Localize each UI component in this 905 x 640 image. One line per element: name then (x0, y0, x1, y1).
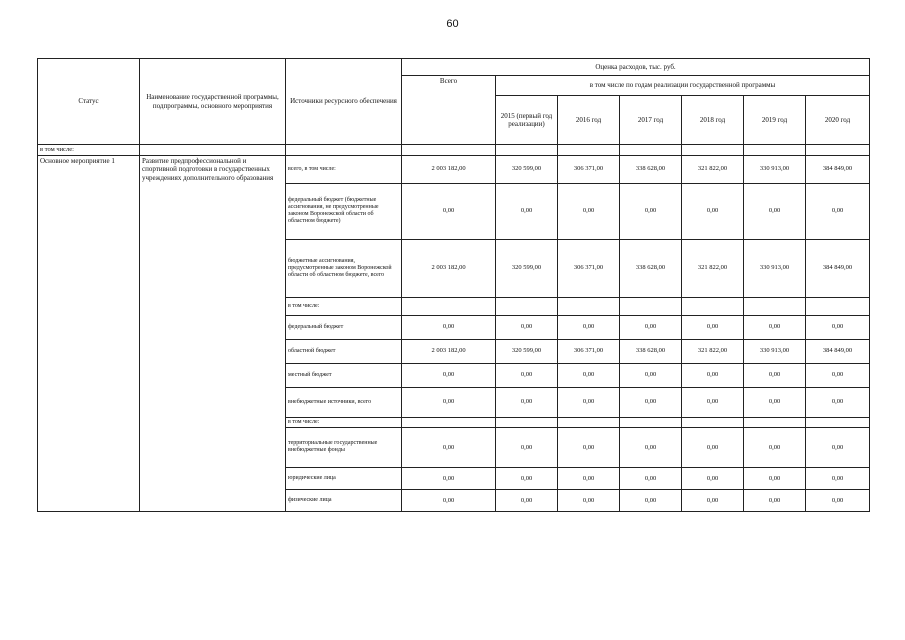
value-cell: 0,00 (806, 363, 870, 387)
value-cell: 0,00 (682, 363, 744, 387)
value-cell: 306 371,00 (558, 239, 620, 297)
value-cell: 0,00 (402, 315, 496, 339)
value-cell: 0,00 (744, 387, 806, 417)
value-cell: 0,00 (558, 387, 620, 417)
value-cell: 0,00 (806, 427, 870, 467)
value-cell: 306 371,00 (558, 155, 620, 183)
header-year-2015: 2015 (первый год реализации) (496, 96, 558, 145)
value-cell: 2 003 182,00 (402, 339, 496, 363)
status-cell: Основное мероприятие 1 (38, 155, 140, 511)
source-cell: территориальные государственные внебюджетные фонды (286, 427, 402, 467)
header-year-2018: 2018 год (682, 96, 744, 145)
value-cell: 0,00 (682, 387, 744, 417)
value-cell: 338 628,00 (620, 155, 682, 183)
value-cell: 0,00 (496, 387, 558, 417)
value-cell: 0,00 (620, 315, 682, 339)
header-status: Статус (38, 59, 140, 145)
including-label: в том числе: (38, 145, 140, 156)
value-cell: 0,00 (682, 467, 744, 489)
value-cell: 0,00 (620, 387, 682, 417)
value-cell: 0,00 (744, 427, 806, 467)
value-cell: 0,00 (558, 427, 620, 467)
value-cell: 330 913,00 (744, 155, 806, 183)
header-year-2016: 2016 год (558, 96, 620, 145)
source-cell: федеральный бюджет (286, 315, 402, 339)
value-cell: 0,00 (682, 489, 744, 511)
value-cell: 0,00 (620, 427, 682, 467)
value-cell: 0,00 (620, 489, 682, 511)
value-cell: 306 371,00 (558, 339, 620, 363)
value-cell: 0,00 (496, 489, 558, 511)
source-cell: федеральный бюджет (бюджетные ассигнования, не предусмотренные законом Воронежской области об областном бюджете) (286, 183, 402, 239)
value-cell: 0,00 (620, 183, 682, 239)
value-cell: 0,00 (806, 183, 870, 239)
source-cell: бюджетные ассигнования, предусмотренные законом Воронежской области об областном бюджете, всего (286, 239, 402, 297)
source-cell: в том числе: (286, 417, 402, 427)
value-cell: 0,00 (496, 183, 558, 239)
value-cell: 0,00 (402, 467, 496, 489)
value-cell: 0,00 (744, 467, 806, 489)
value-cell: 0,00 (744, 183, 806, 239)
header-by-years: в том числе по годам реализации государственной программы (496, 76, 870, 96)
source-cell: областной бюджет (286, 339, 402, 363)
value-cell: 0,00 (620, 363, 682, 387)
name-cell: Развитие предпрофессиональной и спортивной подготовки в государственных учреждениях дополнительного образования (140, 155, 286, 511)
value-cell: 0,00 (806, 467, 870, 489)
value-cell: 0,00 (744, 489, 806, 511)
value-cell: 321 822,00 (682, 339, 744, 363)
header-expenses: Оценка расходов, тыс. руб. (402, 59, 870, 76)
value-cell: 321 822,00 (682, 239, 744, 297)
value-cell: 0,00 (806, 387, 870, 417)
source-cell: местный бюджет (286, 363, 402, 387)
value-cell: 384 849,00 (806, 239, 870, 297)
value-cell: 0,00 (496, 315, 558, 339)
value-cell: 338 628,00 (620, 239, 682, 297)
source-cell: в том числе: (286, 297, 402, 315)
value-cell: 321 822,00 (682, 155, 744, 183)
value-cell: 0,00 (558, 489, 620, 511)
value-cell: 0,00 (806, 489, 870, 511)
header-year-2019: 2019 год (744, 96, 806, 145)
value-cell: 2 003 182,00 (402, 155, 496, 183)
header-name: Наименование государственной программы, подпрограммы, основного мероприятия (140, 59, 286, 145)
value-cell: 0,00 (402, 387, 496, 417)
value-cell: 0,00 (402, 489, 496, 511)
value-cell: 320 599,00 (496, 155, 558, 183)
value-cell: 0,00 (402, 363, 496, 387)
value-cell: 0,00 (806, 315, 870, 339)
value-cell: 0,00 (558, 315, 620, 339)
source-cell: физические лица (286, 489, 402, 511)
value-cell: 0,00 (496, 467, 558, 489)
value-cell: 0,00 (682, 427, 744, 467)
value-cell: 0,00 (682, 315, 744, 339)
header-year-2017: 2017 год (620, 96, 682, 145)
value-cell: 320 599,00 (496, 339, 558, 363)
value-cell: 384 849,00 (806, 339, 870, 363)
value-cell: 0,00 (682, 183, 744, 239)
value-cell: 0,00 (496, 363, 558, 387)
value-cell: 330 913,00 (744, 339, 806, 363)
page-number: 60 (446, 18, 459, 30)
value-cell: 384 849,00 (806, 155, 870, 183)
value-cell: 0,00 (558, 363, 620, 387)
header-sources: Источники ресурсного обеспечения (286, 59, 402, 145)
value-cell: 0,00 (744, 315, 806, 339)
value-cell: 0,00 (496, 427, 558, 467)
value-cell: 0,00 (402, 183, 496, 239)
value-cell: 0,00 (620, 467, 682, 489)
value-cell: 330 913,00 (744, 239, 806, 297)
value-cell: 0,00 (558, 183, 620, 239)
value-cell: 0,00 (558, 467, 620, 489)
budget-table (37, 58, 870, 512)
value-cell: 2 003 182,00 (402, 239, 496, 297)
value-cell: 338 628,00 (620, 339, 682, 363)
value-cell: 320 599,00 (496, 239, 558, 297)
source-cell: внебюджетные источники, всего (286, 387, 402, 417)
header-year-2020: 2020 год (806, 96, 870, 145)
source-cell: юридические лица (286, 467, 402, 489)
value-cell: 0,00 (744, 363, 806, 387)
value-cell: 0,00 (402, 427, 496, 467)
source-cell: всего, в том числе: (286, 155, 402, 183)
header-total: Всего (402, 76, 496, 145)
